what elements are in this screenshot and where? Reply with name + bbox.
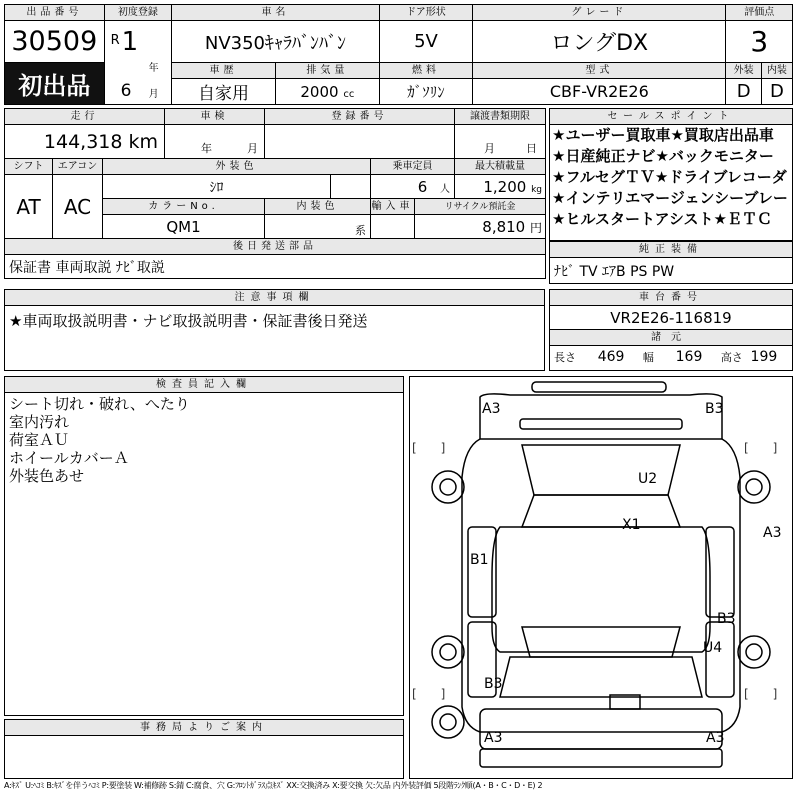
displacement-unit: cc [343,88,355,100]
mark-rear-right: A3 [706,730,725,746]
import-label: 輸入車 [371,199,415,215]
insp-year-unit: 年 [201,142,213,155]
grade-label: グレード [473,5,726,21]
history-label: 車歴 [172,63,276,79]
ac: AC [53,175,103,239]
reg-label: 登録番号 [265,109,455,125]
insp-month-unit: 月 [247,142,259,155]
inspector-box [4,376,404,716]
door-label: ドア形状 [379,5,472,21]
shift-label: シフト [5,159,53,175]
month-unit: 月 [148,89,159,100]
equipment-box [549,241,793,284]
sales-points-title: セールスポイント [550,109,792,125]
int-label: 内装 [761,63,792,79]
dimensions-row [550,346,792,368]
height-label: 高さ [720,351,743,364]
inspector-remark: 外装色あせ [9,467,85,485]
caution-title: 注意事項欄 [5,290,544,306]
transfer-label: 譲渡書類期限 [455,109,546,125]
load: 1,200 [483,177,527,196]
mark-front-left: A3 [482,401,501,417]
year-unit: 年 [148,63,159,74]
color-no: QM1 [103,215,265,239]
inspector-remark: 室内汚れ [9,413,70,431]
color-label: 外装色 [103,159,371,175]
inspector-remark: ホイールカバーＡ [9,449,129,467]
shift: AT [5,175,53,239]
ext-label: 外装 [726,63,761,79]
length-label: 長さ [554,351,576,364]
first-reg-label: 初度登録 [104,5,171,21]
later-label: 後日発送部品 [5,239,546,255]
mark-right-side: A3 [763,525,782,541]
model-label: 型式 [473,63,726,79]
header-table [4,4,793,105]
inspection-label: 車検 [165,109,265,125]
capacity-unit: 人 [440,183,451,195]
mark-right-rear: U4 [703,640,723,656]
width-value: 169 [675,349,703,365]
mileage: 144,318 [43,130,123,153]
door-type: 5V [379,21,472,63]
ac-label: エアコン [53,159,103,175]
recycle-label: リサイクル預託金 [415,199,546,215]
score: 3 [726,21,793,63]
transfer-day-unit: 日 [526,142,538,155]
reg-year: 1 [121,27,139,57]
sales-points-list [550,125,792,230]
caution-value: ★車両取扱説明書・ナビ取扱説明書・保証書後日発送 [9,312,368,330]
displacement-cell [275,79,379,105]
damage-diagram [409,376,793,779]
color-extra [331,175,371,199]
car-outline [410,377,794,780]
sales-point-item: ★インテリエマージェンシーブレー [552,189,788,207]
height-value: 199 [750,349,778,365]
fuel-label: 燃料 [379,63,472,79]
transfer-month-unit: 月 [484,142,496,155]
recycle-cell [415,215,546,239]
bracket-right-rear: [ ] [744,687,778,701]
inspector-remark: シート切れ・破れ、へたり [9,395,190,413]
era: R [110,33,120,48]
ext-grade: D [726,79,761,105]
mark-roof: U2 [638,471,658,487]
reg-month: 6 [120,81,132,101]
office-box [4,719,404,779]
lot-number: 30509 [5,21,105,63]
mark-center: X1 [622,517,641,533]
mark-left-rear: B3 [484,676,503,692]
bracket-left-rear: [ ] [412,687,446,701]
chassis-number: VR2E26-116819 [550,306,792,330]
car-name: NV350ｷｬﾗﾊﾞﾝﾊﾞﾝ [172,21,380,63]
displacement-label: 排気量 [275,63,379,79]
recycle-unit: 円 [530,220,543,235]
later-parts: 保証書 車両取説 ﾅﾋﾞ取説 [5,255,546,279]
load-unit: kg [531,184,543,195]
equipment-value: ﾅﾋﾞ TV ｴｱB PS PW [554,264,675,280]
grade: ロングDX [473,21,726,63]
width-label: 幅 [642,351,654,364]
mileage-label: 走行 [5,109,165,125]
interior-color-label: 内装色 [265,199,371,215]
load-cell [455,175,546,199]
sales-points-box [549,108,793,241]
inspection-cell [165,125,265,159]
mileage-unit: km [128,130,159,153]
spec-table [4,108,546,279]
capacity: 6 [417,177,428,196]
color-no-label: カラーNo. [103,199,265,215]
first-reg-cell [104,21,171,105]
interior-color-unit: 系 [265,215,371,239]
recycle: 8,810 [482,217,526,236]
length-value: 469 [597,349,625,365]
first-listing-badge: 初出品 [5,63,105,105]
mark-left-door: B1 [470,552,489,568]
score-label: 評価点 [726,5,793,21]
displacement: 2000 [300,82,339,101]
sales-point-item: ★ユーザー買取車★買取店出品車 [552,126,774,144]
bracket-right-front: [ ] [744,441,778,455]
capacity-cell [371,175,455,199]
inspector-title: 検査員記入欄 [5,377,403,393]
inspector-remarks [5,393,403,485]
legend-footer: A:ｷｽﾞ U:ﾍｺﾐ B:ｷｽﾞを伴うﾍｺﾐ P:要塗装 W:補修跡 S:錆 C:腐食、穴 G:ﾌﾛﾝﾄｶﾞﾗｽ点ｷｽﾞ XX:交換済み X:要交換 欠:欠品 内外装評価 5段階ﾗﾝｸ順(A・B・C・D・E) 2 [4,781,543,790]
sales-point-item: ★ヒルスタートアシスト★ＥＴＣ [552,210,772,228]
bracket-left-front: [ ] [412,441,446,455]
chassis-title: 車台番号 [550,290,792,306]
caution-box [4,289,545,371]
color: ｼﾛ [103,175,331,199]
history: 自家用 [172,79,276,105]
sales-point-item: ★日産純正ナビ★バックモニター [552,147,774,165]
sales-point-item: ★フルセグＴＶ★ドライブレコーダ [552,168,787,186]
transfer-cell [455,125,546,159]
mark-right-rear-door: B3 [717,611,736,627]
mark-rear-left: A3 [484,730,503,746]
fuel: ｶﾞｿﾘﾝ [379,79,472,105]
lot-label: 出品番号 [5,5,105,21]
inspector-remark: 荷室ＡＵ [9,431,70,449]
equipment-title: 純正装備 [550,242,792,258]
office-title: 事務局よりご案内 [5,720,403,736]
chassis-box [549,289,793,371]
car-name-label: 車名 [172,5,380,21]
mark-front-right: B3 [705,401,724,417]
load-label: 最大積載量 [455,159,546,175]
capacity-label: 乗車定員 [371,159,455,175]
int-grade: D [761,79,792,105]
mileage-cell [5,125,165,159]
model: CBF-VR2E26 [473,79,726,105]
reg-number [265,125,455,159]
dimensions-title: 諸元 [550,330,792,346]
import-value [371,215,415,239]
